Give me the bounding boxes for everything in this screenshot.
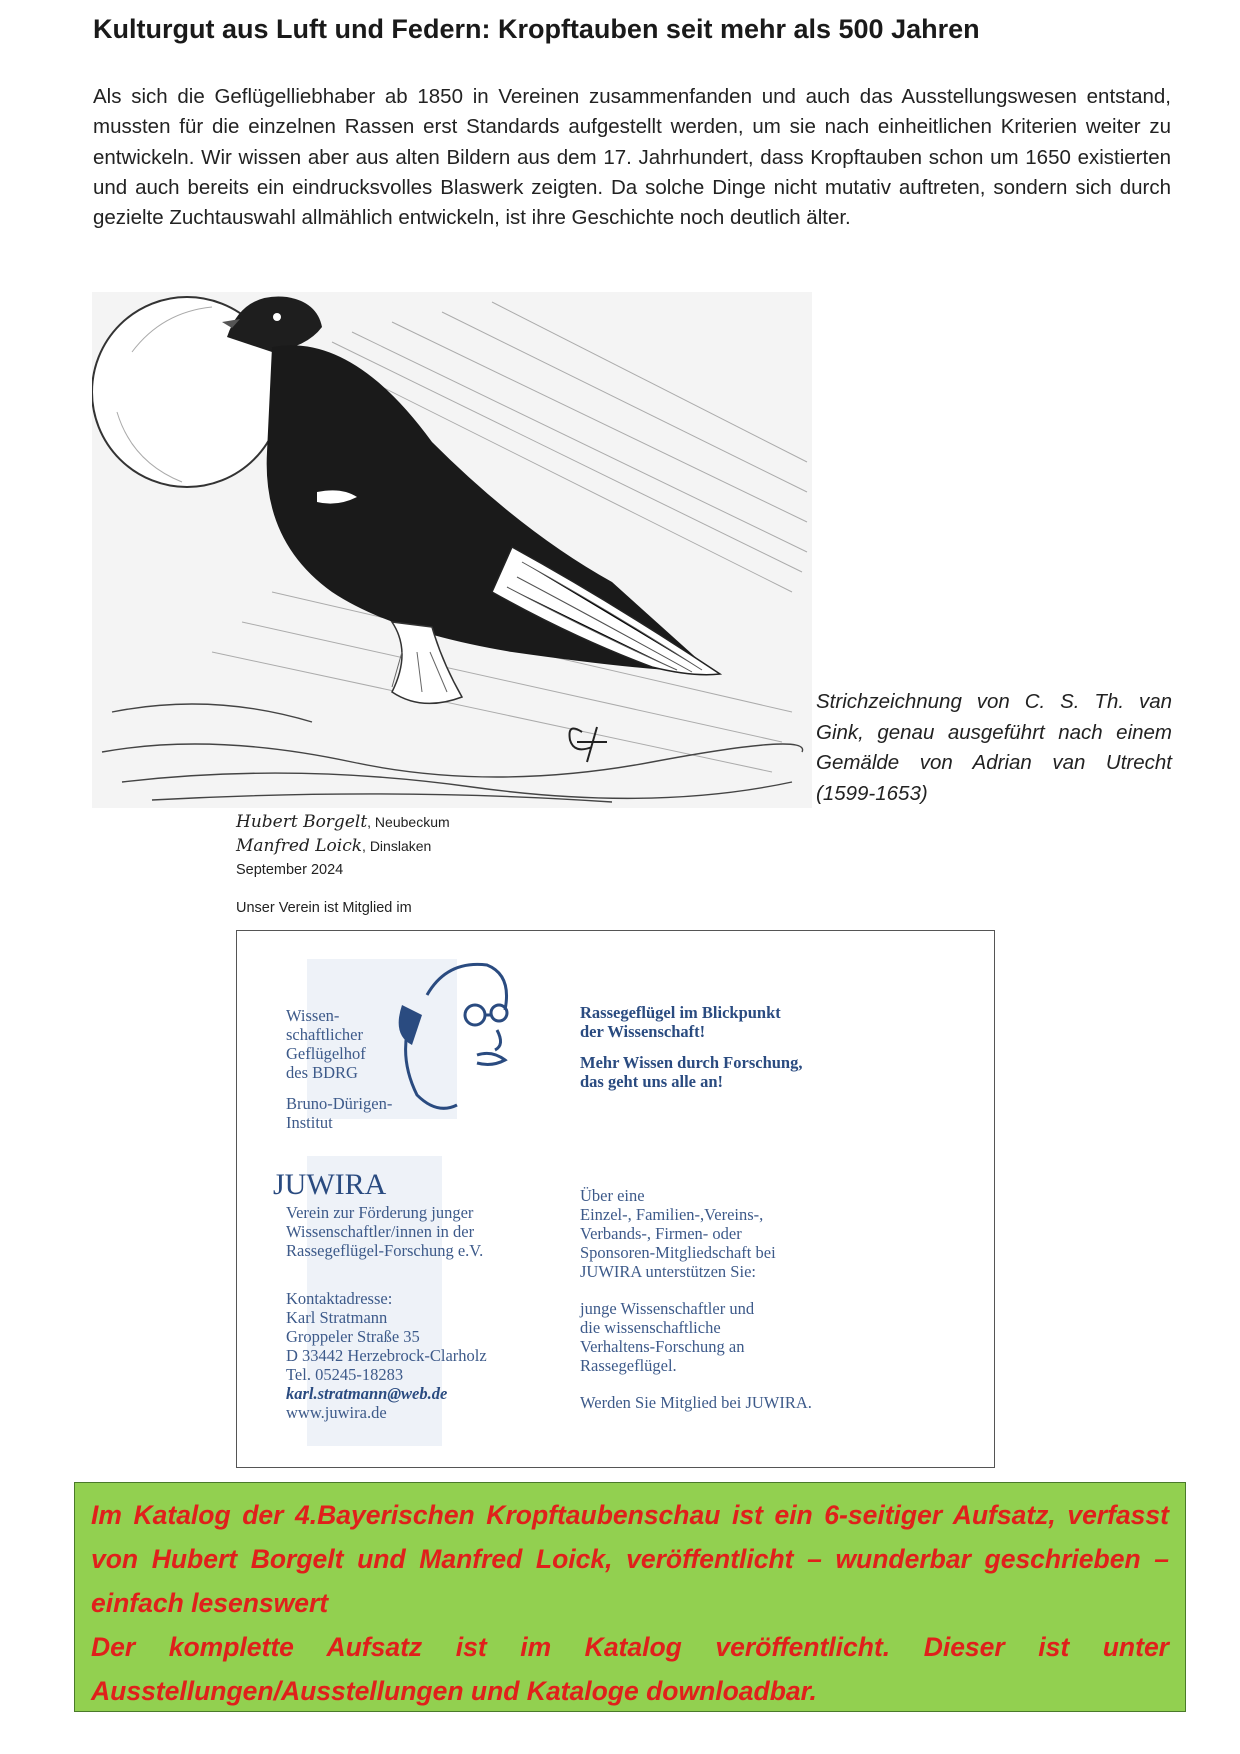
slogan-line: der Wissenschaft! bbox=[580, 1022, 706, 1041]
slogan-line: Mehr Wissen durch Forschung, bbox=[580, 1053, 803, 1072]
juwira-heading: JUWIRA bbox=[273, 1168, 387, 1201]
intro-paragraph: Als sich die Geflügelliebhaber ab 1850 in Vereinen zusammenfanden und auch das Ausstellungswesen entstand, mussten für die einzelnen Rassen erst Standards aufgestellt werden, um sie nach einheitlichen Kriterien weiter zu entwickeln. Wir wissen aber aus alten Bildern aus dem 17. Jahrhundert, dass Kropftauben schon um 1650 existierten und auch bereits ein eindrucksvolles Blaswerk zeigten. Da solche Dinge nicht mutativ auftreten, sondern sich durch gezielte Zuchtauswahl allmählich entwickeln, ist ihre Geschichte noch deutlich älter. bbox=[93, 85, 1171, 230]
author1-place: , Neubeckum bbox=[367, 814, 450, 830]
author2-name: Manfred Loick bbox=[236, 836, 363, 856]
contact-line: Kontaktadresse: bbox=[286, 1289, 393, 1308]
support-line: Rassegeflügel. bbox=[580, 1356, 677, 1375]
membership-block bbox=[580, 1186, 812, 1412]
author1-name: Hubert Borgelt bbox=[236, 812, 368, 832]
institute-line: des BDRG bbox=[286, 1063, 358, 1082]
page-title: Kulturgut aus Luft und Federn: Kropftauben seit mehr als 500 Jahren bbox=[93, 14, 980, 44]
contact-line: Groppeler Straße 35 bbox=[286, 1327, 420, 1346]
institute-line: Geflügelhof bbox=[286, 1044, 366, 1063]
member-label: Unser Verein ist Mitglied im bbox=[236, 900, 412, 916]
membership-line: Sponsoren-Mitgliedschaft bei bbox=[580, 1243, 776, 1262]
membership-line: JUWIRA unterstützen Sie: bbox=[580, 1262, 756, 1281]
institute-name-line: Bruno-Dürigen- bbox=[286, 1094, 393, 1113]
juwira-desc-line: Verein zur Förderung junger bbox=[286, 1203, 474, 1222]
author2-place: , Dinslaken bbox=[362, 838, 432, 854]
author-block bbox=[236, 810, 636, 880]
contact-line: D 33442 Herzebrock-Clarholz bbox=[286, 1346, 487, 1365]
contact-block bbox=[286, 1289, 487, 1422]
juwira-desc-line: Rassegeflügel-Forschung e.V. bbox=[286, 1241, 484, 1260]
contact-website-link[interactable]: www.juwira.de bbox=[286, 1403, 387, 1422]
juwira-advertisement bbox=[236, 930, 995, 1468]
juwira-desc-line: Wissenschaftler/innen in der bbox=[286, 1222, 475, 1241]
notice-paragraph-1: Im Katalog der 4.Bayerischen Kropftaubenschau ist ein 6-seitiger Aufsatz, verfasst von Hubert Borgelt und Manfred Loick, veröffentlicht – wunderbar geschrieben – einfach lesenswert bbox=[91, 1500, 1169, 1618]
support-line: Verhaltens-Forschung an bbox=[580, 1337, 745, 1356]
pouter-pigeon-drawing bbox=[92, 292, 812, 808]
institute-line: schaftlicher bbox=[286, 1025, 363, 1044]
support-line: junge Wissenschaftler und bbox=[580, 1299, 755, 1318]
contact-line: Tel. 05245-18283 bbox=[286, 1365, 404, 1384]
notice-paragraph-2: Der komplette Aufsatz ist im Katalog veröffentlicht. Dieser ist unter Ausstellungen/Ausstellungen und Kataloge downloadbar. bbox=[91, 1632, 1169, 1706]
institute-name-line: Institut bbox=[286, 1113, 333, 1132]
figure-caption: Strichzeichnung von C. S. Th. van Gink, genau ausgeführt nach einem Gemälde von Adrian van Utrecht (1599-1653) bbox=[816, 690, 1172, 805]
slogan-line: das geht uns alle an! bbox=[580, 1072, 724, 1091]
portrait-sketch-icon bbox=[387, 955, 517, 1120]
institute-line: Wissen- bbox=[286, 1006, 340, 1025]
publication-date: September 2024 bbox=[236, 862, 344, 878]
institute-block bbox=[286, 1006, 392, 1132]
contact-line: Karl Stratmann bbox=[286, 1308, 388, 1327]
contact-email-link[interactable]: karl.stratmann@web.de bbox=[286, 1384, 448, 1403]
membership-line: Über eine bbox=[580, 1186, 645, 1205]
support-line: die wissenschaftliche bbox=[580, 1318, 721, 1337]
catalog-notice-box bbox=[74, 1482, 1186, 1712]
membership-cta: Werden Sie Mitglied bei JUWIRA. bbox=[580, 1393, 812, 1412]
slogan-block bbox=[580, 1003, 802, 1091]
juwira-description bbox=[286, 1203, 483, 1260]
membership-line: Einzel-, Familien-,Vereins-, bbox=[580, 1205, 764, 1224]
slogan-line: Rassegeflügel im Blickpunkt bbox=[580, 1003, 781, 1022]
membership-line: Verbands-, Firmen- oder bbox=[580, 1224, 742, 1243]
juwira-title bbox=[273, 1169, 386, 1201]
